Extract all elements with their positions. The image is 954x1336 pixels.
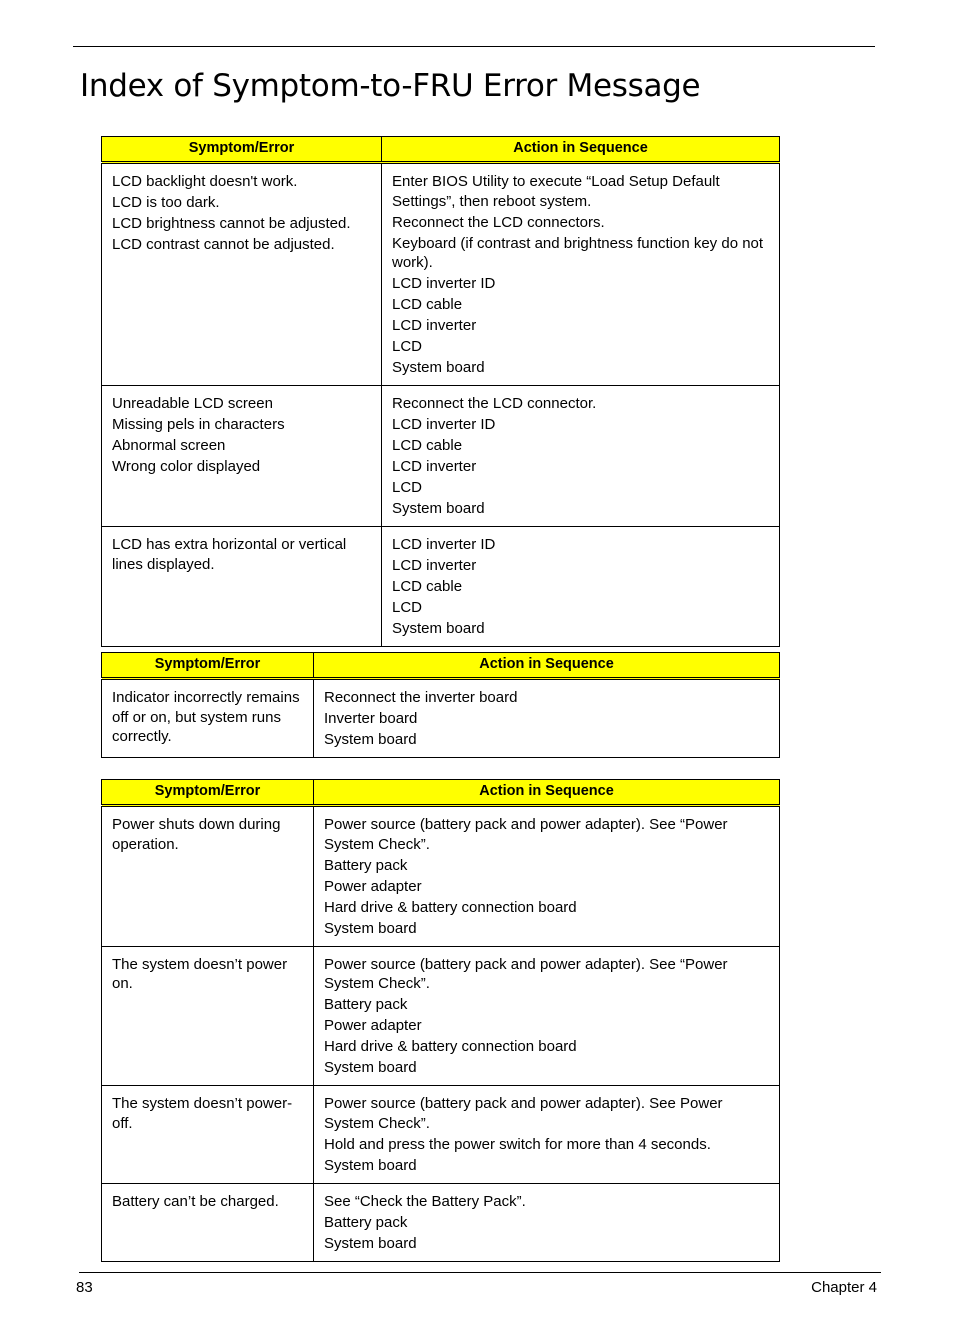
table-header-row <box>102 137 780 163</box>
action-line: LCD inverter <box>392 458 477 475</box>
action-line: Power source (battery pack and power adapter). See “Power System Check”. <box>324 955 728 992</box>
fru-table-indicator <box>101 652 780 758</box>
symptom-cell <box>102 806 314 947</box>
action-line: LCD cable <box>392 578 463 595</box>
action-line: LCD inverter ID <box>392 416 496 433</box>
symptom-line: Abnormal screen <box>112 437 226 454</box>
symptom-line: Power shuts down during operation. <box>112 816 281 853</box>
header-rule <box>73 46 875 47</box>
action-line: Battery pack <box>324 856 408 874</box>
symptom-line: LCD brightness cannot be adjusted. <box>112 215 351 232</box>
page-title: Index of Symptom-to-FRU Error Message <box>80 68 701 104</box>
action-cell <box>382 527 780 647</box>
table-row <box>102 946 780 1086</box>
action-line: Reconnect the LCD connector. <box>392 395 597 412</box>
symptom-line: Battery can’t be charged. <box>112 1192 279 1210</box>
action-line: System board <box>392 500 485 517</box>
symptom-cell <box>102 163 382 386</box>
action-line: System board <box>392 620 485 637</box>
action-line: Power adapter <box>324 877 422 895</box>
symptom-line: The system doesn’t power on. <box>112 955 288 992</box>
action-line: Hard drive & battery connection board <box>324 1038 577 1055</box>
action-line: Power source (battery pack and power adapter). See Power System Check”. <box>324 1095 723 1132</box>
symptom-line: Unreadable LCD screen <box>112 395 273 412</box>
action-line: Enter BIOS Utility to execute “Load Setup Default Settings”, then reboot system. <box>392 173 720 210</box>
action-line: Power adapter <box>324 1017 422 1034</box>
action-line: Hold and press the power switch for more than 4 seconds. <box>324 1135 711 1153</box>
action-cell <box>382 163 780 386</box>
symptom-line: Indicator incorrectly remains off or on, but system runs correctly. <box>112 689 300 745</box>
symptom-cell <box>102 386 382 527</box>
action-line: System board <box>324 731 417 748</box>
action-line: System board <box>324 1234 417 1252</box>
action-line: LCD inverter ID <box>392 536 496 553</box>
symptom-column-header: Symptom/Error <box>102 780 314 806</box>
symptom-line: LCD is too dark. <box>112 194 220 211</box>
action-cell <box>382 386 780 527</box>
action-line: LCD cable <box>392 437 463 454</box>
symptom-line: The system doesn’t power-off. <box>112 1095 293 1132</box>
table-row <box>102 1183 780 1261</box>
table-header-row <box>102 653 780 679</box>
action-line: System board <box>324 1156 417 1174</box>
table-row <box>102 527 780 647</box>
action-line: Hard drive & battery connection board <box>324 898 577 916</box>
action-line: System board <box>324 1059 417 1076</box>
table-row <box>102 1086 780 1184</box>
action-column-header: Action in Sequence <box>314 780 780 806</box>
symptom-cell <box>102 1183 314 1261</box>
symptom-cell <box>102 1086 314 1184</box>
action-line: Reconnect the inverter board <box>324 689 518 706</box>
symptom-column-header: Symptom/Error <box>102 653 314 679</box>
action-cell <box>314 946 780 1086</box>
action-column-header: Action in Sequence <box>382 137 780 163</box>
fru-table-power <box>101 779 780 1262</box>
symptom-line: LCD has extra horizontal or vertical lines displayed. <box>112 536 347 573</box>
table-row <box>102 806 780 947</box>
action-line: LCD <box>392 479 423 496</box>
symptom-cell <box>102 527 382 647</box>
action-column-header: Action in Sequence <box>314 653 780 679</box>
symptom-cell <box>102 679 314 758</box>
action-line: LCD <box>392 338 423 355</box>
symptom-cell <box>102 946 314 1086</box>
action-line: LCD inverter <box>392 317 477 334</box>
symptom-column-header: Symptom/Error <box>102 137 382 163</box>
action-line: Inverter board <box>324 710 418 727</box>
action-cell <box>314 1183 780 1261</box>
action-cell <box>314 806 780 947</box>
action-line: See “Check the Battery Pack”. <box>324 1192 526 1210</box>
action-line: LCD inverter <box>392 557 477 574</box>
symptom-line: LCD contrast cannot be adjusted. <box>112 236 335 253</box>
action-line: Battery pack <box>324 1213 408 1231</box>
page-number: 83 <box>76 1279 93 1296</box>
action-line: Power source (battery pack and power adapter). See “Power System Check”. <box>324 816 728 853</box>
symptom-line: LCD backlight doesn't work. <box>112 173 298 190</box>
action-cell <box>314 1086 780 1184</box>
action-line: LCD inverter ID <box>392 275 496 292</box>
action-line: Keyboard (if contrast and brightness function key do not work). <box>392 234 764 271</box>
table-header-row <box>102 780 780 806</box>
action-cell <box>314 679 780 758</box>
action-line: System board <box>324 919 417 937</box>
action-line: Reconnect the LCD connectors. <box>392 213 605 231</box>
action-line: Battery pack <box>324 996 408 1013</box>
chapter-label: Chapter 4 <box>811 1279 877 1296</box>
symptom-line: Missing pels in characters <box>112 416 285 433</box>
table-row <box>102 163 780 386</box>
table-row <box>102 679 780 758</box>
symptom-line: Wrong color displayed <box>112 458 261 475</box>
table-row <box>102 386 780 527</box>
action-line: LCD cable <box>392 296 463 313</box>
footer-rule <box>79 1272 881 1273</box>
fru-table-lcd <box>101 136 780 647</box>
action-line: System board <box>392 359 485 376</box>
action-line: LCD <box>392 599 423 616</box>
